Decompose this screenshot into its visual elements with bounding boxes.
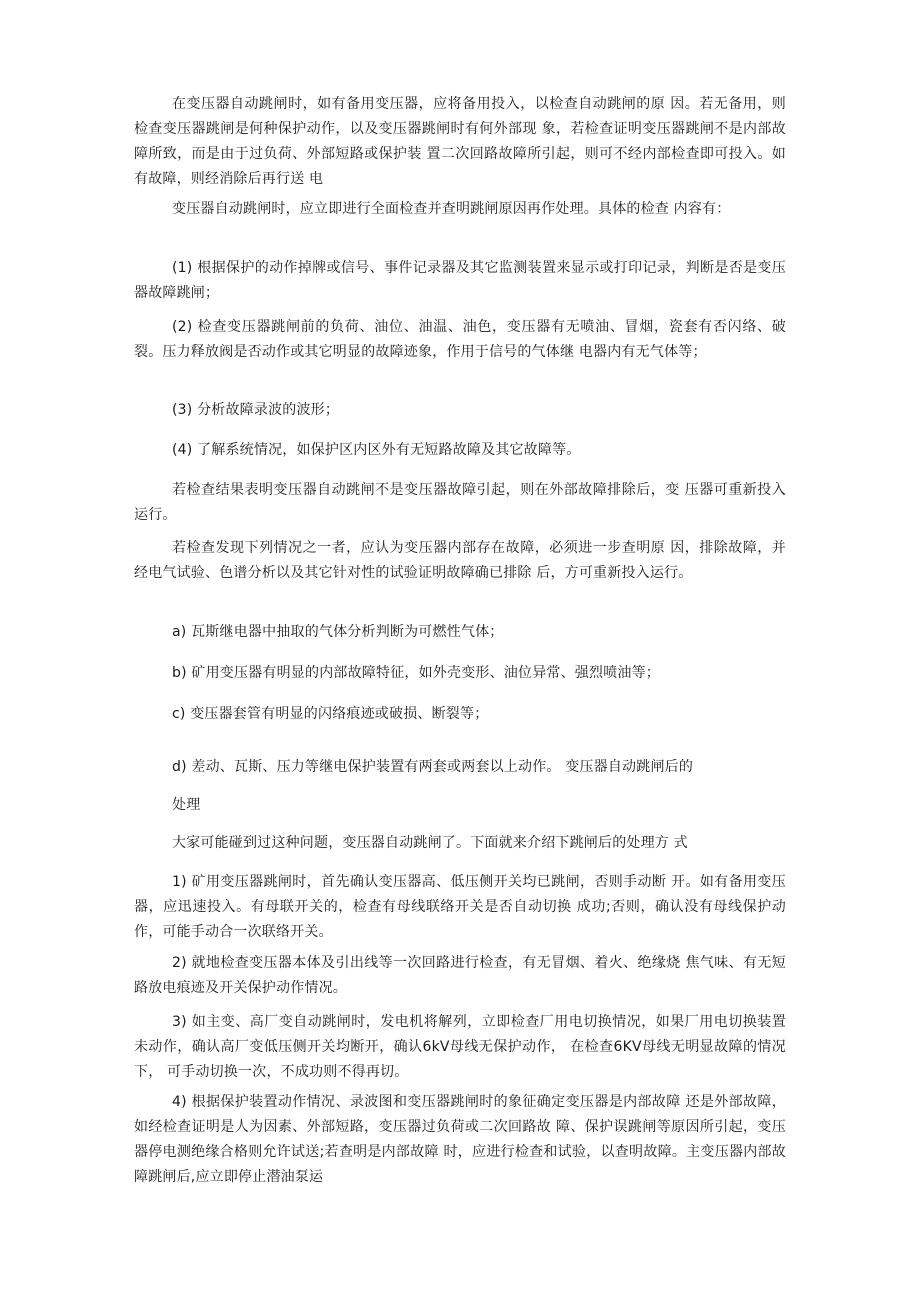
list-item-3: (3) 分析故障录波的波形； (172, 402, 340, 418)
list-item-d: d) 差动、瓦斯、压力等继电保护装置有两套或两套以上动作。 变压器自动跳闸后的 (172, 759, 694, 775)
list-item-b: b) 矿用变压器有明显的内部故障特征，如外壳变形、油位异常、强烈喷油等； (172, 665, 660, 681)
step-3: 3) 如主变、高厂变自动跳闸时，发电机将解列，立即检查厂用电切换情况，如果厂用电切换装置未动作，确认高厂变低压侧开关均断开，确认6kV母线无保护动作， 在检查6KV母线无明显故障的情况下， 可手动切换一次，不成功则不得再切。 (134, 1014, 786, 1080)
list-item-c: c) 变压器套管有明显的闪络痕迹或破损、断裂等； (172, 706, 489, 722)
list-item-2: (2) 检查变压器跳闸前的负荷、油位、油温、油色，变压器有无喷油、冒烟，瓷套有否闪络、破裂。压力释放阀是否动作或其它明显的故障迹象，作用于信号的气体继 电器内有无气体等； (134, 319, 786, 360)
list-item-1: (1) 根据保护的动作掉牌或信号、事件记录器及其它监测装置来显示或打印记录，判断是否是变压器故障跳闸； (134, 260, 786, 301)
list-item-4: (4) 了解系统情况，如保护区内区外有无短路故障及其它故障等。 (172, 442, 581, 458)
paragraph-internal-fault: 若检查发现下列情况之一者，应认为变压器内部存在故障，必须进一步查明原 因，排除故障，并经电气试验、色谱分析以及其它针对性的试验证明故障确已排除 后，方可重新投入运行。 (134, 540, 786, 581)
paragraph-handling-intro: 大家可能碰到过这种问题，变压器自动跳闸了。下面就来介绍下跳闸后的处理方 式 (172, 835, 688, 851)
section-heading-handling: 处理 (172, 797, 201, 813)
paragraph-backup-transformer: 在变压器自动跳闸时，如有备用变压器，应将备用投入，以检查自动跳闸的原 因。若无备用，则检查变压器跳闸是何种保护动作，以及变压器跳闸时有何外部现 象，若检查证明变压器跳闸不是内部故障所致，而是由于过负荷、外部短路或保护装 置二次回路故障所引起，则可不经内部检查即可投入。如有故障，则经消除后再行送 电 (134, 96, 786, 187)
list-item-a: a) 瓦斯继电器中抽取的气体分析判断为可燃性气体； (172, 624, 504, 640)
step-1: 1) 矿用变压器跳闸时，首先确认变压器高、低压侧开关均已跳闸，否则手动断 开。如有备用变压器，应迅速投入。有母联开关的，检查有母线联络开关是否自动切换 成功;否则，确认没有母线保护动作，可能手动合一次联络开关。 (134, 874, 786, 940)
paragraph-inspection-intro: 变压器自动跳闸时，应立即进行全面检查并查明跳闸原因再作处理。具体的检查 内容有： (172, 201, 731, 217)
paragraph-external-fault: 若检查结果表明变压器自动跳闸不是变压器故障引起，则在外部故障排除后，变 压器可重新投入运行。 (134, 482, 786, 523)
step-4: 4) 根据保护装置动作情况、录波图和变压器跳闸时的象征确定变压器是内部故障 还是外部故障，如经检查证明是人为因素、外部短路，变压器过负荷或二次回路故 障、保护误跳闸等原因所引起，变压器停电测绝缘合格则允许试送;若查明是内部故障 时，应进行检查和试验，以查明故障。主变压器内部故障跳闸后,应立即停止潜油泵运 (134, 1094, 786, 1185)
step-2: 2) 就地检查变压器本体及引出线等一次回路进行检查，有无冒烟、着火、绝缘烧 焦气味、有无短路放电痕迹及开关保护动作情况。 (134, 955, 786, 996)
